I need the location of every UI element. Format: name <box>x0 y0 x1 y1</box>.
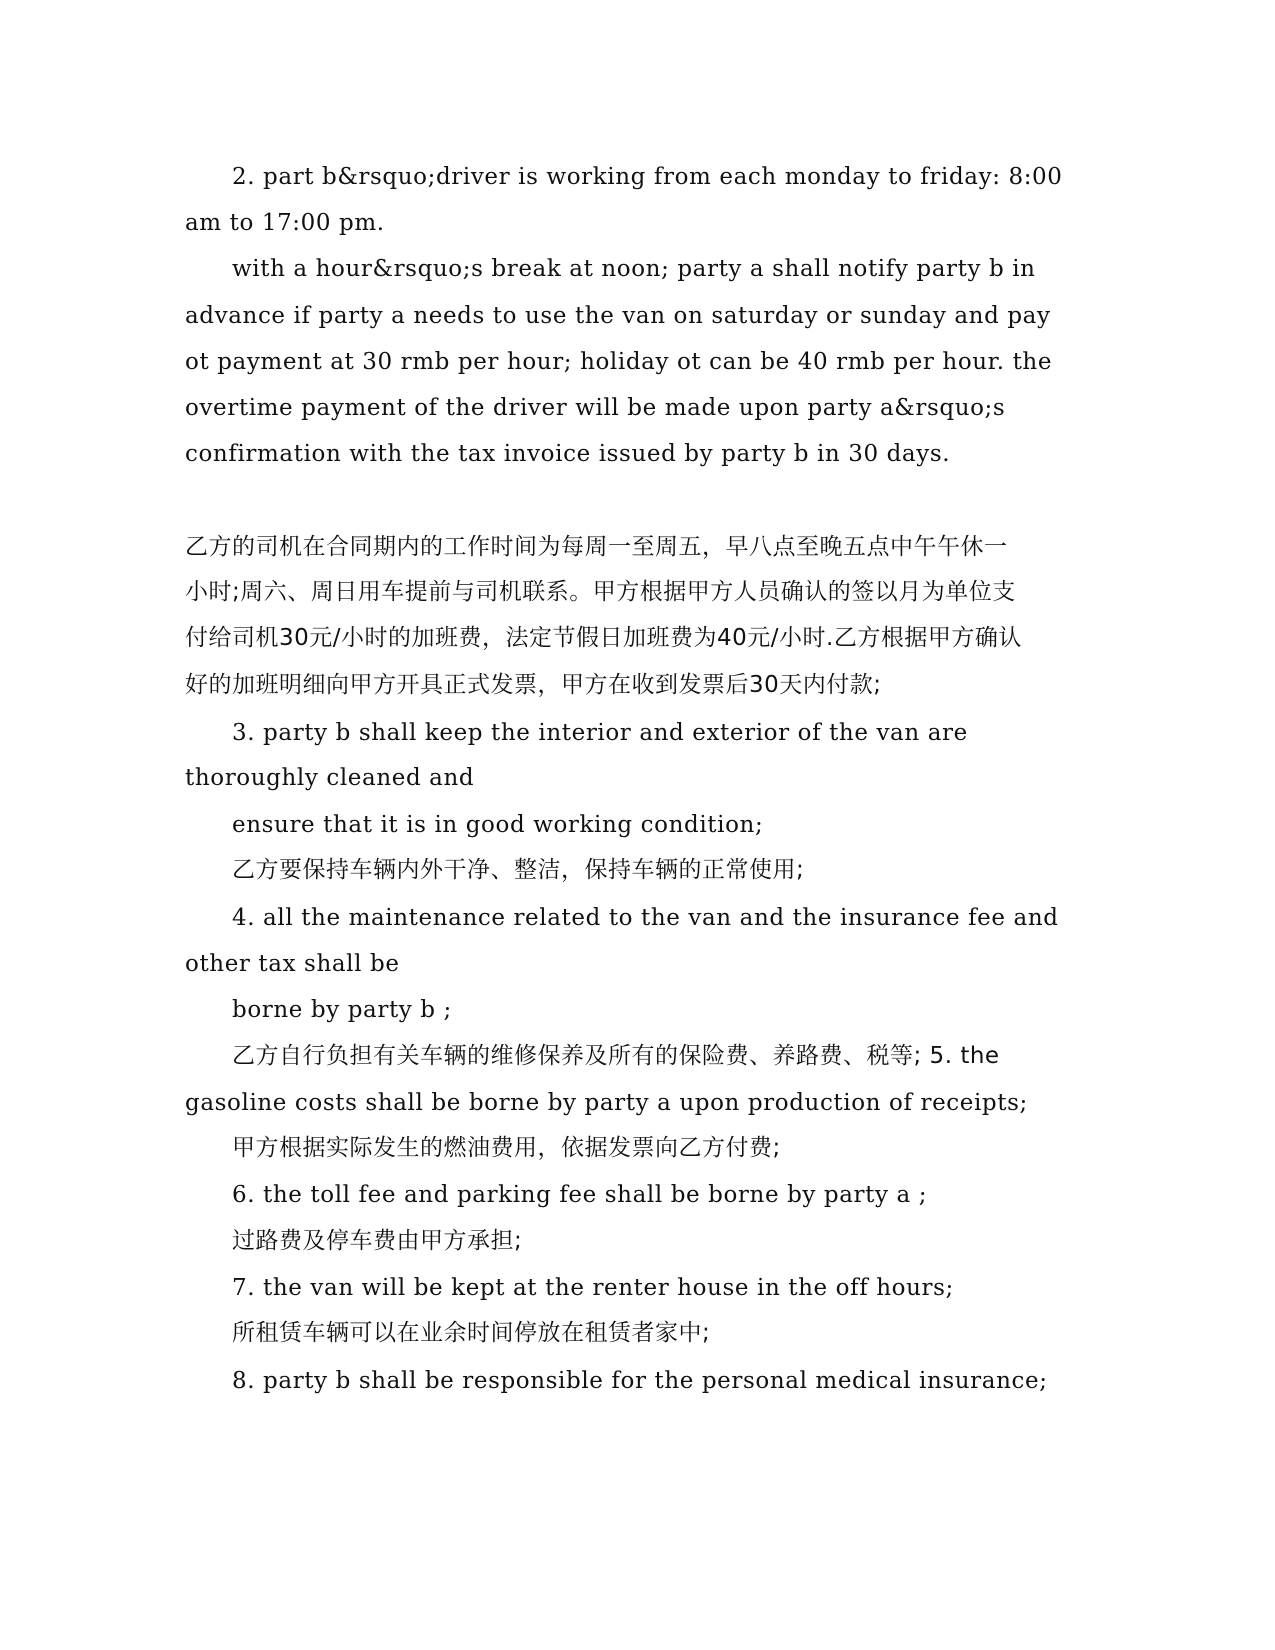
text-line: 过路费及停车费由甲方承担; <box>232 1228 523 1254</box>
text-line: thoroughly cleaned and <box>185 765 475 791</box>
text-line: 付给司机30元/小时的加班费，法定节假日加班费为40元/小时.乙方根据甲方确认 <box>185 625 1022 651</box>
text-line: borne by party b ; <box>232 997 452 1023</box>
text-line: 2. part b&rsquo;driver is working from each monday to friday: 8:00 <box>232 164 1063 190</box>
text-line: 乙方的司机在合同期内的工作时间为每周一至周五，早八点至晚五点中午午休一 <box>185 534 1008 560</box>
text-line: other tax shall be <box>185 951 400 977</box>
text-line: ensure that it is in good working condition; <box>232 812 764 838</box>
text-line: am to 17:00 pm. <box>185 210 385 236</box>
text-line: with a hour&rsquo;s break at noon; party a shall notify party b in <box>232 256 1036 282</box>
text-line: ot payment at 30 rmb per hour; holiday ot can be 40 rmb per hour. the <box>185 349 1053 375</box>
text-line: overtime payment of the driver will be made upon party a&rsquo;s <box>185 395 1006 421</box>
text-line: confirmation with the tax invoice issued by party b in 30 days. <box>185 441 951 467</box>
text-line: 7. the van will be kept at the renter house in the off hours; <box>232 1275 954 1301</box>
text-line: 好的加班明细向甲方开具正式发票，甲方在收到发票后30天内付款; <box>185 672 882 698</box>
text-line: 6. the toll fee and parking fee shall be borne by party a ; <box>232 1182 928 1208</box>
text-line: 甲方根据实际发生的燃油费用，依据发票向乙方付费; <box>232 1135 781 1161</box>
text-line: 乙方自行负担有关车辆的维修保养及所有的保险费、养路费、税等; 5. the <box>232 1043 1000 1069</box>
text-line: 8. party b shall be responsible for the personal medical insurance; <box>232 1368 1048 1394</box>
text-line: 乙方要保持车辆内外干净、整洁，保持车辆的正常使用; <box>232 857 805 883</box>
text-line: 3. party b shall keep the interior and exterior of the van are <box>232 720 968 746</box>
text-line: advance if party a needs to use the van on saturday or sunday and pay <box>185 303 1051 329</box>
text-line: gasoline costs shall be borne by party a upon production of receipts; <box>185 1090 1028 1116</box>
text-line: 小时;周六、周日用车提前与司机联系。甲方根据甲方人员确认的签以月为单位支 <box>185 579 1016 605</box>
text-line: 4. all the maintenance related to the van and the insurance fee and <box>232 905 1059 931</box>
text-line: 所租赁车辆可以在业余时间停放在租赁者家中; <box>232 1320 711 1346</box>
